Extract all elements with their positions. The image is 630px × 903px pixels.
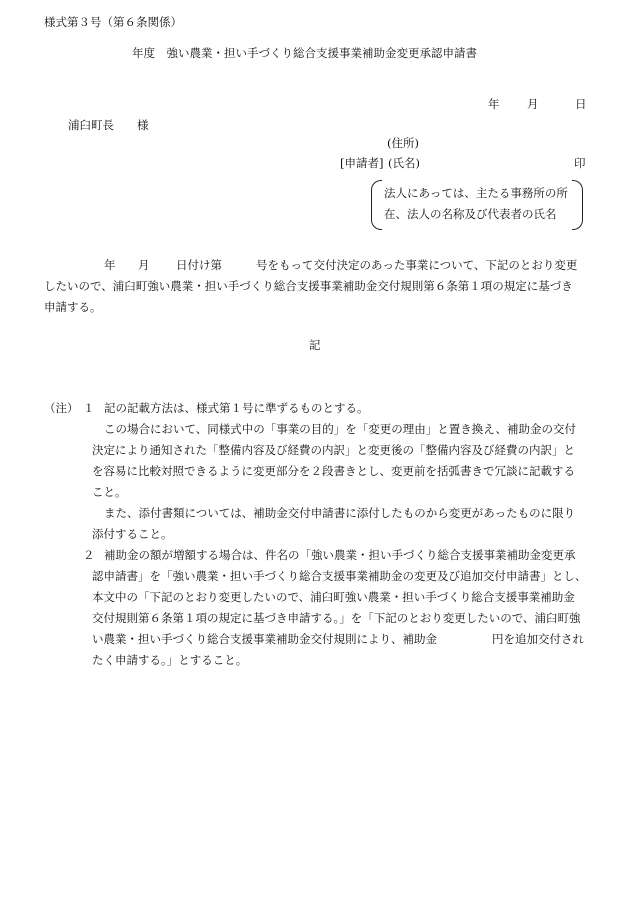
applicant-role-label: [申請者] — [340, 156, 384, 170]
note-1-line6: また、添付書類については、補助金交付申請書に添付したものから変更があったものに限り — [104, 506, 576, 520]
note-1-line5: こと。 — [92, 485, 127, 499]
date-day: 日 — [575, 97, 587, 111]
body-day-number: 日付け第 — [176, 258, 222, 272]
body-line2: したいので、浦臼町強い農業・担い手づくり総合支援事業補助金交付規則第６条第１項の規定に基づき — [44, 279, 573, 293]
note-1-line1: 記の記載方法は、様式第１号に準ずるものとする。 — [104, 401, 369, 415]
date-month: 月 — [527, 97, 539, 111]
ki-heading: 記 — [309, 338, 321, 352]
seal-mark: 印 — [574, 156, 586, 170]
body-year: 年 — [104, 258, 116, 272]
date-year: 年 — [488, 97, 500, 111]
note-2-line2: 認申請書」を「強い農業・担い手づくり総合支援事業補助金の変更及び追加交付申請書」とし、 — [92, 569, 587, 583]
note-2-line3: 本文中の「下記のとおり変更したいので、浦臼町強い農業・担い手づくり総合支援事業補助金 — [92, 590, 575, 604]
note-2-number: ２ — [83, 548, 95, 562]
note-2-line6: たく申請する。」とすること。 — [92, 653, 248, 667]
addressee: 浦臼町長 様 — [68, 118, 149, 132]
note-2-line1: 補助金の額が増額する場合は、件名の「強い農業・担い手づくり総合支援事業補助金変更承 — [104, 548, 576, 562]
body-month: 月 — [138, 258, 150, 272]
body-line3: 申請する。 — [44, 300, 102, 314]
corporate-note-line1: 法人にあっては、主たる事務所の所 — [384, 186, 568, 200]
document-title: 年度 強い農業・担い手づくり総合支援事業補助金変更承認申請書 — [132, 46, 477, 60]
name-label: (氏名) — [388, 156, 420, 170]
note-1-line2: この場合において、同様式中の「事業の目的」を「変更の理由」と置き換え、補助金の交付 — [104, 422, 576, 436]
note-1-line7: 添付すること。 — [92, 527, 173, 541]
note-1-line4: を容易に比較対照できるように変更部分を２段書きとし、変更前を括弧書きで冗談に記載する — [92, 464, 575, 478]
form-label: 様式第３号（第６条関係） — [44, 15, 182, 29]
right-bracket — [572, 180, 583, 230]
note-2-line5b: 円を追加交付され — [492, 632, 584, 646]
address-label: (住所) — [387, 136, 419, 150]
left-bracket — [371, 180, 382, 230]
note-1-number: １ — [83, 401, 95, 415]
note-1-line3: 決定により通知された「整備内容及び経費の内訳」と変更後の「整備内容及び経費の内訳」と — [92, 443, 575, 457]
body-line1-rest: 号をもって交付決定のあった事業について、下記のとおり変更 — [256, 258, 578, 272]
corporate-note-line2: 在、法人の名称及び代表者の氏名 — [384, 207, 557, 221]
note-2-line4: 交付規則第６条第１項の規定に基づき申請する。」を「下記のとおり変更したいので、浦臼町強 — [92, 611, 581, 625]
notes-label: （注） — [44, 401, 79, 415]
note-2-line5a: い農業・担い手づくり総合支援事業補助金交付規則により、補助金 — [92, 632, 437, 646]
